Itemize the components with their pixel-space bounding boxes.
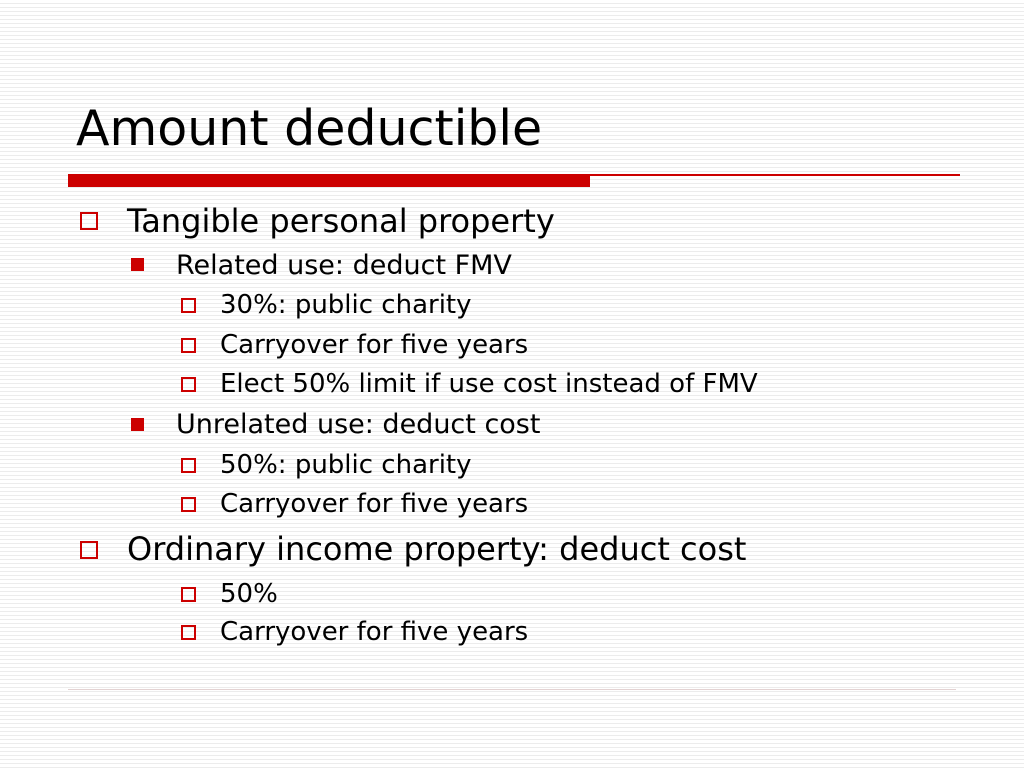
hollow-square-bullet-icon bbox=[181, 497, 196, 512]
hollow-square-bullet-icon bbox=[181, 377, 196, 392]
filled-square-bullet-icon bbox=[131, 258, 144, 271]
bullet-text: 30%: public charity bbox=[220, 290, 472, 320]
hollow-square-bullet-icon bbox=[181, 298, 196, 313]
hollow-square-bullet-icon bbox=[181, 458, 196, 473]
bullet-text: Ordinary income property: deduct cost bbox=[127, 530, 747, 568]
slide-title: Amount deductible bbox=[76, 100, 543, 157]
hollow-square-bullet-icon bbox=[181, 625, 196, 640]
bullet-text: Carryover for five years bbox=[220, 489, 529, 519]
bullet-text: Elect 50% limit if use cost instead of FMV bbox=[220, 369, 758, 399]
bullet-text: Tangible personal property bbox=[127, 202, 555, 240]
bullet-text: Carryover for five years bbox=[220, 330, 529, 360]
footer-divider bbox=[68, 689, 956, 690]
bullet-text: Carryover for five years bbox=[220, 617, 529, 647]
hollow-square-bullet-icon bbox=[80, 541, 98, 559]
bullet-text: Related use: deduct FMV bbox=[176, 250, 512, 281]
filled-square-bullet-icon bbox=[131, 418, 144, 431]
bullet-text: 50% bbox=[220, 579, 278, 609]
bullet-text: 50%: public charity bbox=[220, 450, 472, 480]
hollow-square-bullet-icon bbox=[80, 212, 98, 230]
hollow-square-bullet-icon bbox=[181, 587, 196, 602]
hollow-square-bullet-icon bbox=[181, 338, 196, 353]
bullet-text: Unrelated use: deduct cost bbox=[176, 409, 541, 440]
